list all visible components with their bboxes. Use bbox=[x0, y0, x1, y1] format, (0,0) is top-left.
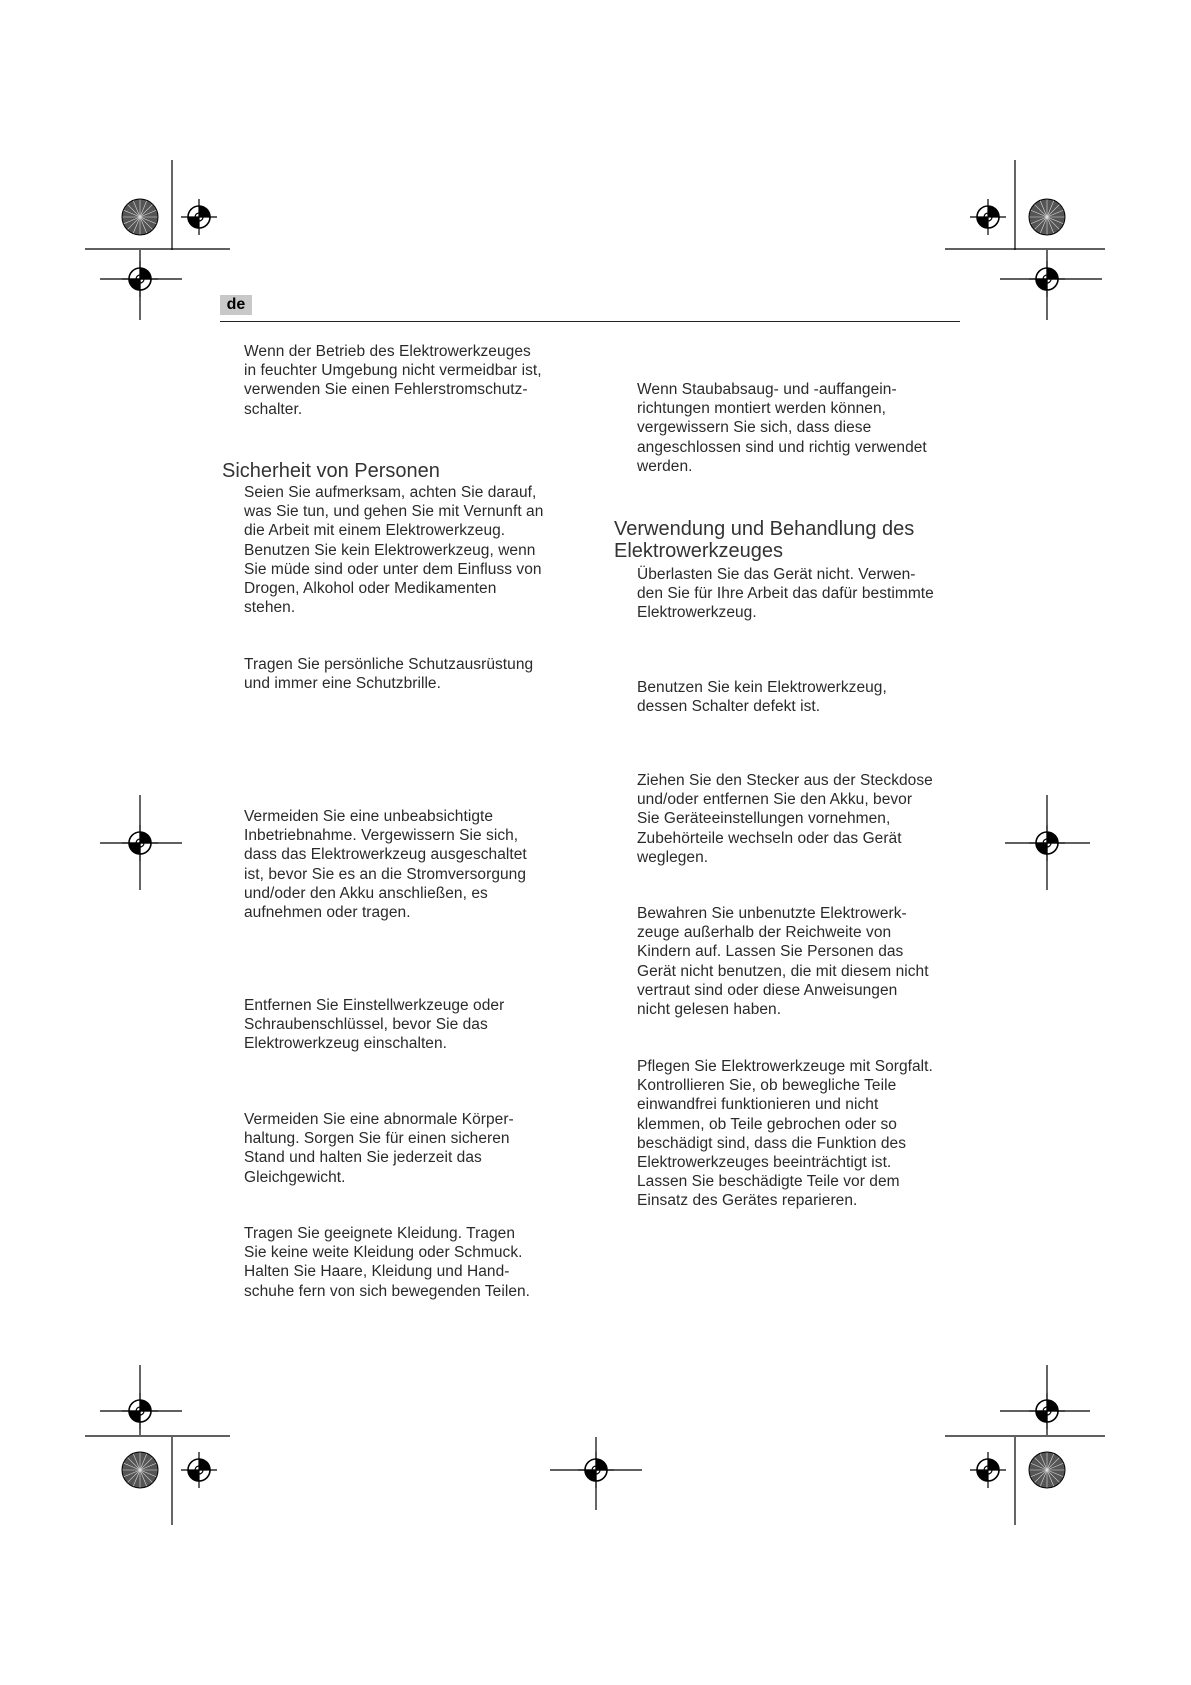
right-paragraph-2: Überlasten Sie das Gerät nicht. Verwen- den Sie für Ihre Arbeit das dafür bestimmte Elektrowerkzeug. bbox=[637, 566, 934, 622]
left-paragraph-2: Seien Sie aufmerksam, achten Sie darauf, was Sie tun, und gehen Sie mit Vernunft an die Arbeit mit einem Elektrowerkzeug. Benutzen Sie kein Elektrowerkzeug, wenn Sie müde sind oder unter dem Einfluss von Drogen, Alkohol oder Medikamenten stehen. bbox=[244, 484, 544, 617]
section-heading-personal-safety: Sicherheit von Personen bbox=[222, 460, 440, 482]
left-paragraph-4: Vermeiden Sie eine unbeabsichtigte Inbetriebnahme. Vergewissern Sie sich, dass das Elektrowerkzeug ausgeschaltet ist, bevor Sie es an die Stromversorgung und/oder den Akku anschließen, es aufnehmen oder tragen. bbox=[244, 808, 527, 922]
right-paragraph-4: Ziehen Sie den Stecker aus der Steckdose und/oder entfernen Sie den Akku, bevor Sie Geräteeinstellungen vornehmen, Zubehörteile wechseln oder das Gerät weglegen. bbox=[637, 772, 933, 866]
right-paragraph-1: Wenn Staubabsaug- und -auffangein- richtungen montiert werden können, vergewissern Sie sich, dass diese angeschlossen sind und richtig verwendet werden. bbox=[637, 381, 927, 475]
right-paragraph-5: Bewahren Sie unbenutzte Elektrowerk- zeuge außerhalb der Reichweite von Kindern auf. Lassen Sie Personen das Gerät nicht benutzen, die mit diesem nicht vertraut sind oder diese Anweisungen nicht gelesen haben. bbox=[637, 905, 929, 1019]
right-paragraph-6: Pflegen Sie Elektrowerkzeuge mit Sorgfalt. Kontrollieren Sie, ob bewegliche Teile einwandfrei funktionieren und nicht klemmen, ob Teile gebrochen oder so beschädigt sind, dass die Funktion des Elektrowerkzeuges beeinträchtigt ist. Lassen Sie beschädigte Teile vor dem Einsatz des Gerätes reparieren. bbox=[637, 1058, 933, 1210]
section-heading-tool-use: Verwendung und Behandlung des Elektrowerkzeuges bbox=[614, 518, 915, 562]
left-paragraph-3: Tragen Sie persönliche Schutzausrüstung und immer eine Schutzbrille. bbox=[244, 656, 534, 693]
left-paragraph-6: Vermeiden Sie eine abnormale Körper- haltung. Sorgen Sie für einen sicheren Stand und halten Sie jederzeit das Gleichgewicht. bbox=[244, 1111, 514, 1186]
header-divider bbox=[220, 321, 960, 322]
left-paragraph-1: Wenn der Betrieb des Elektrowerkzeuges in feuchter Umgebung nicht vermeidbar ist, verwenden Sie einen Fehlerstromschutz- schalter. bbox=[244, 343, 542, 418]
right-paragraph-3: Benutzen Sie kein Elektrowerkzeug, dessen Schalter defekt ist. bbox=[637, 679, 887, 716]
left-paragraph-5: Entfernen Sie Einstellwerkzeuge oder Schraubenschlüssel, bevor Sie das Elektrowerkzeug einschalten. bbox=[244, 997, 505, 1053]
language-tag: de bbox=[220, 295, 252, 315]
left-paragraph-7: Tragen Sie geeignete Kleidung. Tragen Sie keine weite Kleidung oder Schmuck. Halten Sie Haare, Kleidung und Hand- schuhe fern von sich bewegenden Teilen. bbox=[244, 1225, 531, 1300]
